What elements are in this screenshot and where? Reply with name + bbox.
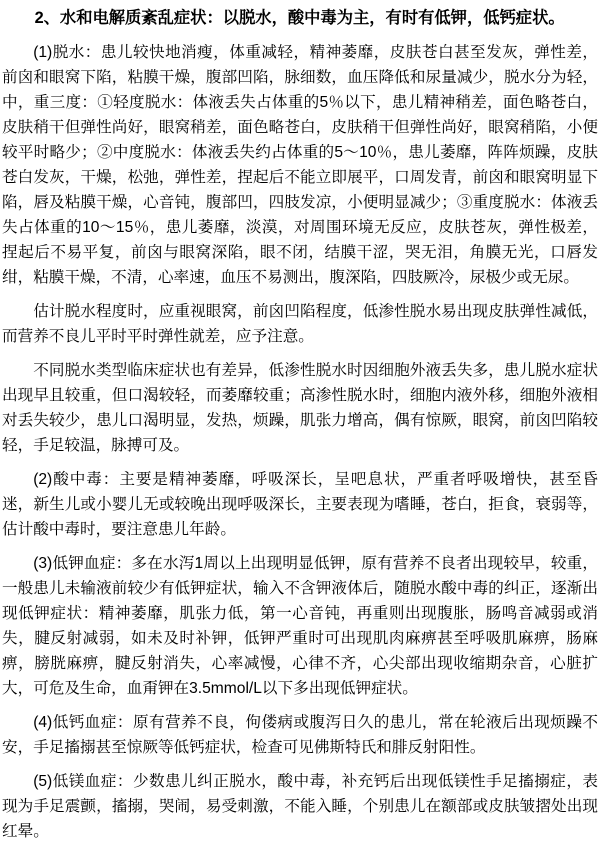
para-acidosis: (2)酸中毒：主要是精神萎靡，呼吸深长，呈吧息状，严重者呼吸增快，甚至昏迷，新生儿或小婴儿无或较晚出现呼吸深长，主要表现为嗜睡，苍白，拒食，衰弱等，估计酸中毒时，要注意患儿年龄。 bbox=[2, 471, 598, 538]
para-dehydration: (1)脱水：患儿较快地消瘦，体重减轻，精神萎靡，皮肤苍白甚至发灰，弹性差，前囟和眼窝下陷，粘膜干燥，腹部凹陷，脉细数，血压降低和尿量减少，脱水分为轻，中，重三度：①轻度脱水：体液丢失占体重的5％以下，患儿精神稍差，面色略苍白，皮肤稍干但弹性尚好，眼窝稍差，面色略苍白，皮肤稍干但弹性尚好，眼窝稍陷，小便较平时略少；②中度脱水：体液丢失约占体重的5～10％，患儿萎靡，阵阵烦躁，皮肤苍白发灰，干燥，松弛，弹性差，捏起后不能立即展平，口周发青，前囟和眼窝明显下陷，唇及粘膜干燥，心音钝，腹部凹，四肢发凉，小便明显减少；③重度脱水：体液丢失占体重的10～15％，患儿萎靡，淡漠，对周围环境无反应，皮肤苍灰，弹性极差，捏起后不易平复，前囟与眼窝深陷，眼不闭，结膜干涩，哭无泪，角膜无光，口唇发绀，粘膜干燥，不清，心率速，血压不易测出，腹深陷，四肢厥冷，尿极少或无尿。 bbox=[2, 44, 598, 286]
para-dehydration-types: 不同脱水类型临床症状也有差异，低渗性脱水时因细胞外液丢失多，患儿脱水症状出现早且较重，但口渴较轻，而萎靡较重；高渗性脱水时，细胞内液外移，细胞外液相对丢失较少，患儿口渴明显，发热，烦躁，肌张力增高，偶有惊厥，眼窝，前囟凹陷较轻，手足较温，脉搏可及。 bbox=[2, 362, 598, 454]
para-hypokalemia: (3)低钾血症：多在水泻1周以上出现明显低钾，原有营养不良者出现较早，较重，一般患儿未输液前较少有低钾症状，输入不含钾液体后，随脱水酸中毒的纠正，逐渐出现低钾症状：精神萎靡，肌张力低，第一心音钝，再重则出现腹胀，肠鸣音减弱或消失，腱反射减弱，如未及时补钾，低钾严重时可出现肌肉麻痹甚至呼吸肌麻痹，肠麻痹，膀胱麻痹，腱反射消失，心率减慢，心律不齐，心尖部出现收缩期杂音，心脏扩大，可危及生命，血甭钾在3.5mmol/L以下多出现低钾症状。 bbox=[2, 555, 598, 697]
para-hypomagnesemia: (5)低镁血症：少数患儿纠正脱水，酸中毒，补充钙后出现低镁性手足搐搦症，表现为手足震颤，搐搦，哭闹，易受刺激，不能入睡，个别患儿在额部或皮肤皱摺处出现红晕。 bbox=[2, 773, 598, 840]
para-dehydration-assessment: 估计脱水程度时，应重视眼窝，前囟凹陷程度，低渗性脱水易出现皮肤弹性减低，而营养不良儿平时平时弹性就差，应予注意。 bbox=[2, 303, 598, 345]
para-hypocalcemia: (4)低钙血症：原有营养不良，佝偻病或腹泻日久的患儿，常在轮液后出现烦躁不安，手足搐搦甚至惊厥等低钙症状，检查可见佛斯特氏和腓反射阳性。 bbox=[2, 714, 598, 756]
section-heading-electrolyte-disorders: 2、水和电解质紊乱症状：以脱水，酸中毒为主，有时有低钾，低钙症状。 bbox=[34, 9, 565, 27]
